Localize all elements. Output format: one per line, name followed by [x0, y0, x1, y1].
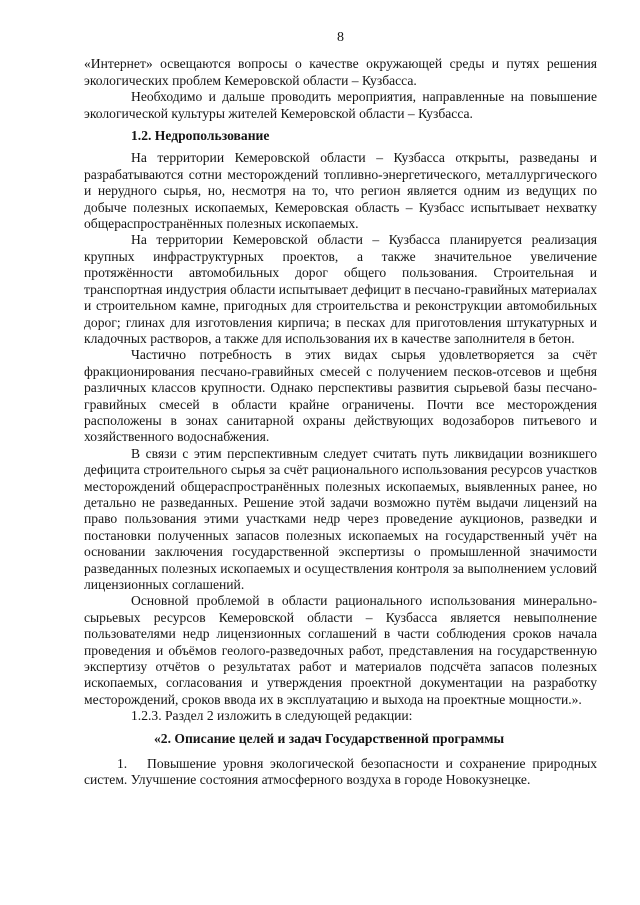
- paragraph: В связи с этим перспективным следует считать путь ликвидации возникшего дефицита строительного сырья за счёт рационального использования ресурсов участков месторождений общераспространённых полезных ископаемых, выявленных ранее, но детально не разведанных. Решение этой задачи возможно путём выдачи лицензий на право пользования этими участками недр через проведение аукционов, разведки и постановки полученных запасов полезных ископаемых на государственный учёт на основании заключения государственной экспертизы о промышленной значимости разведанных полезных ископаемых и осуществления контроля за выполнением условий лицензионных соглашений.: [84, 445, 597, 592]
- paragraph: 1.2.3. Раздел 2 изложить в следующей редакции:: [131, 708, 413, 724]
- section2-heading: «2. Описание целей и задач Государственной программы: [154, 730, 505, 746]
- paragraph: Необходимо и дальше проводить мероприятия, направленные на повышение экологической культуры жителей Кемеровской области – Кузбасса.: [84, 89, 597, 121]
- numbered-item: [84, 756, 597, 789]
- paragraph: «Интернет» освещаются вопросы о качестве окружающей среды и путях решения экологических проблем Кемеровской области – Кузбасса.: [84, 56, 597, 88]
- page-number: 8: [337, 30, 344, 45]
- paragraph: Частично потребность в этих видах сырья удовлетворяется за счёт фракционирования песчано-гравийных смесей с получением песков-отсевов и щебня различных классов крупности. Однако перспективы развития сырьевой базы песчано-гравийных смесей в области крайне ограничены. Почти все месторождения расположены в зонах санитарной охраны действующих водозаборов питьевого и хозяйственного водоснабжения.: [84, 347, 597, 445]
- paragraph: Основной проблемой в области рационального использования минерально-сырьевых ресурсов Кемеровской области – Кузбасса является невыполнение пользователями недр лицензионных соглашений в части соблюдения сроков начала проведения и объёмов геолого-разведочных работ, представления на государственную экспертизу отчётов о результатах работ и материалов подсчёта запасов полезных ископаемых, согласования и утверждения проектной документации на разработку месторождений, сроков ввода их в эксплуатацию и выхода на проектные мощности.».: [84, 593, 597, 707]
- item-number: 1.: [117, 756, 128, 772]
- paragraph: На территории Кемеровской области – Кузбасса планируется реализация крупных инфраструктурных проектов, а также значительное увеличение протяжённости автомобильных дорог общего пользования. Строительная и транспортная индустрия области испытывает дефицит в песчано-гравийных материалах и строительном камне, пригодных для строительства и реконструкции автомобильных дорог; глинах для изготовления кирпича; в песках для приготовления штукатурных и кладочных растворов, а также для использования их в качестве заполнителя в бетон.: [84, 232, 597, 346]
- document-page: [84, 30, 597, 789]
- paragraph: На территории Кемеровской области – Кузбасса открыты, разведаны и разрабатываются сотни месторождений топливно-энергетического, металлургического и нерудного сырья, но, несмотря на то, что регион является одним из ведущих по добыче полезных ископаемых, Кемеровская область – Кузбасс испытывает нехватку общераспространённых полезных ископаемых.: [84, 150, 597, 232]
- section-heading: 1.2. Недропользование: [131, 128, 270, 144]
- item-text: Повышение уровня экологической безопасности и сохранение природных систем. Улучшение состояния атмосферного воздуха в городе Новокузнецке.: [84, 756, 597, 788]
